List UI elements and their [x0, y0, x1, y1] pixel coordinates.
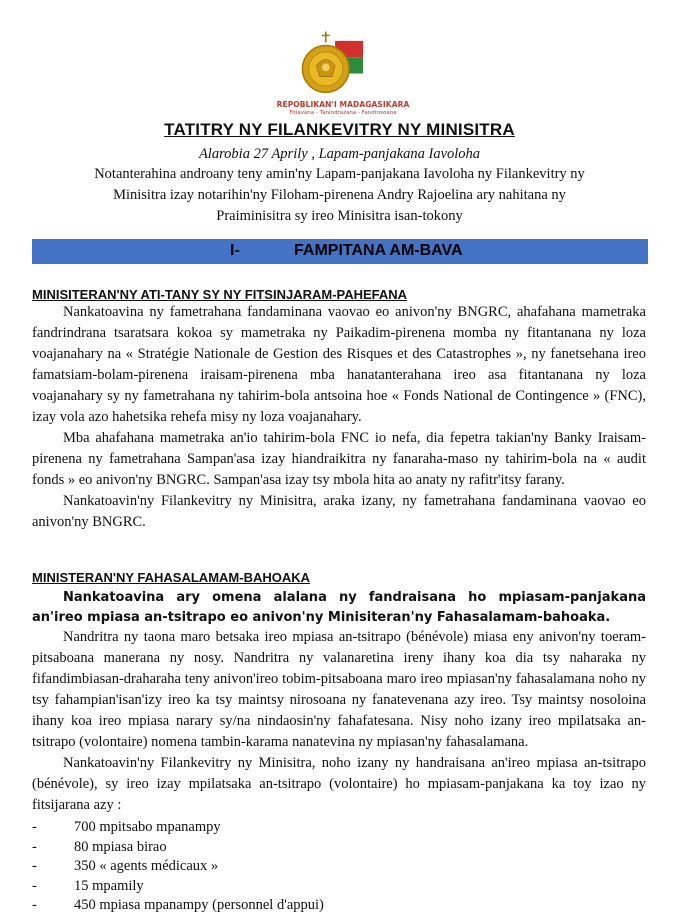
document-title: TATITRY NY FILANKEVITRY NY MINISITRA — [164, 120, 515, 139]
list-item: - 15 mpamily — [32, 877, 144, 894]
decision-lead-paragraph: Nankatoavina ary omena alalana ny fandraisana ho mpiasam-panjakana an'ireo mpiasa an-tsitrapo eo anivon'ny Minisiteran'ny Fahasalamam-bahoaka. — [32, 590, 646, 625]
list-item: - 700 mpitsabo mpanampy — [32, 819, 221, 835]
ministry-heading-health: MINISTERAN'NY FAHASALAMAM-BAHOAKA — [32, 570, 311, 585]
section-number: I- — [230, 242, 240, 259]
date-line: Alarobia 27 Aprily , Lapam-panjakana Iavoloha — [198, 146, 481, 162]
intro-paragraph — [38, 164, 641, 227]
republic-seal — [268, 30, 418, 120]
paragraph: Nankatoavin'ny Filankevitry ny Minisitra, noho izany ny handraisana an'ireo mpiasa an-tsitrapo (bénévole), sy ireo izay mpilatsaka an-tsitrapo (volontaire) ho mpiasam-panjakana ka toy izao ny fitsijarana azy : — [32, 755, 646, 813]
paragraph: Mba ahafahana mametraka an'io tahirim-bola FNC io nefa, dia fepetra takian'ny Banky Iraisam-pirenena ny fametrahana Sampan'asa izay hiandraikitra ny fanaraha-maso ny tahirim-bola na « audit fonds » eo anivon'ny BNGRC. Sampan'asa izay tsy mbola hita ao anaty ny rafitr'itsy farany. — [32, 430, 646, 488]
list-item: - 80 mpiasa birao — [32, 838, 167, 855]
ministry-interior-body — [32, 302, 646, 533]
seal-country-name: REPOBLIKAN'I MADAGASIKARA — [276, 100, 410, 109]
paragraph: Nandritra ny taona maro betsaka ireo mpiasa an-tsitrapo (bénévole) miasa eny anivon'ny toeram-pitsaboana manerana ny nosy. Nandritra ny valanaretina ireny ihany koa dia tsy naharaka ny fifandimbiasan-draharaha teny anivon'ireo tobim-pitsaboana maro ireo mpiasan'ny fahasalamana noho ny tsy fahampian'isan'izy ireo ka tsy maintsy nirosoana ny fanatevenana azy ireo. Tsy maintsy nosoloina ihany koa ireo mpiasa narary sy/na nindaosin'ny fahafatesana. Nisy noho izany ireo mpilatsaka an-tsitrapo (volontaire) nomena tambin-karama nanatevina ny mpiasan'ny fahasalamana. — [32, 629, 646, 750]
ministry-heading-interior: MINISITERAN'NY ATI-TANY SY NY FITSINJARAM-PAHEFANA — [32, 287, 408, 302]
ministry-health-body — [32, 627, 646, 816]
seal-motto: Fitiavana - Tanindrazana - Fandrosoana — [289, 110, 397, 116]
intro-line: Notanterahina androany teny amin'ny Lapam-panjakana Iavoloha ny Filankevitry ny — [94, 166, 585, 182]
paragraph: Nankatoavina ny fametrahana fandaminana vaovao eo anivon'ny BNGRC, ahafahana mametraka fandrindrana tsaratsara kokoa sy mametraka ny Paikadim-pirenena momba ny fitantanana ny loza voajanahary na « Stratégie Nationale de Gestion des Risques et des Catastrophes », ny fanetsehana ireo famatsiam-bolam-pirenena iraisam-pirenena mba hanatanterahana ireo asa fitantanana ny loza voajanahary sy ny fametrahana ny tahirim-bola antsoina hoe « Fonds National de Contingence » (FNC), izay vola azo hahetsika rehefa misy ny loza voajanahary. — [32, 304, 646, 425]
seal-emblem-icon — [292, 30, 372, 100]
section-header-bar — [32, 239, 648, 264]
list-item: - 350 « agents médicaux » — [32, 858, 219, 874]
list-item: - 450 mpiasa mpanampy (personnel d'appui) — [32, 897, 324, 913]
paragraph: Nankatoavin'ny Filankevitry ny Minisitra, araka izany, ny fametrahana fandaminana vaovao eo anivon'ny BNGRC. — [32, 493, 646, 530]
intro-line: Praiminisitra sy ireo Minisitra isan-tokony — [216, 208, 463, 224]
section-title: FAMPITANA AM-BAVA — [294, 242, 463, 259]
recruitment-list — [32, 818, 646, 916]
intro-line: Minisitra izay notarihin'ny Filoham-pirenena Andry Rajoelina ary nahitana ny — [113, 187, 566, 203]
